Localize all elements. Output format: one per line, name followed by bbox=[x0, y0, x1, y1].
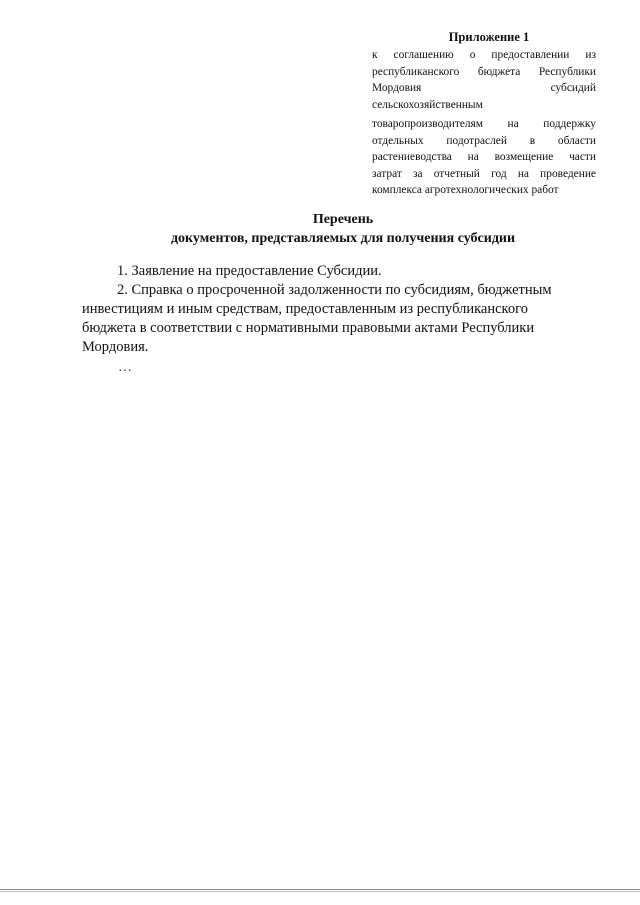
appendix-line: комплекса агротехнологических работ bbox=[372, 184, 559, 196]
appendix-line: Мордовия субсидий bbox=[372, 82, 596, 94]
heading-title: Перечень bbox=[312, 212, 374, 227]
list-item-continuation: Мордовия. bbox=[82, 339, 149, 355]
heading-subtitle: документов, представляемых для получения субсидии bbox=[170, 231, 516, 246]
list-item: 2. Справка о просроченной задолженности по субсидиям, бюджетным bbox=[117, 282, 552, 298]
appendix-line: растениеводства на возмещение части bbox=[372, 151, 596, 163]
list-item-continuation: инвестициям и иным средствам, предоставленным из республиканского bbox=[82, 301, 528, 317]
page-bottom-edge bbox=[0, 889, 640, 890]
appendix-block bbox=[372, 30, 596, 199]
appendix-line: затрат за отчетный год на проведение bbox=[372, 167, 596, 180]
page-bottom-edge-shadow bbox=[0, 891, 640, 892]
appendix-line: товаропроизводителям на поддержку bbox=[372, 118, 596, 130]
appendix-line: к соглашению о предоставлении из bbox=[372, 49, 596, 61]
appendix-line: республиканского бюджета Республики bbox=[372, 65, 596, 78]
document-heading bbox=[100, 210, 586, 248]
list-item-continuation: бюджета в соответствии с нормативными правовыми актами Республики bbox=[82, 320, 535, 336]
appendix-title: Приложение 1 bbox=[448, 30, 530, 44]
continuation-ellipsis: … bbox=[118, 360, 133, 375]
list-item: 1. Заявление на предоставление Субсидии. bbox=[117, 263, 382, 279]
appendix-line: сельскохозяйственным bbox=[372, 98, 483, 111]
documents-list bbox=[82, 262, 582, 357]
appendix-line: отдельных подотраслей в области bbox=[372, 134, 596, 147]
